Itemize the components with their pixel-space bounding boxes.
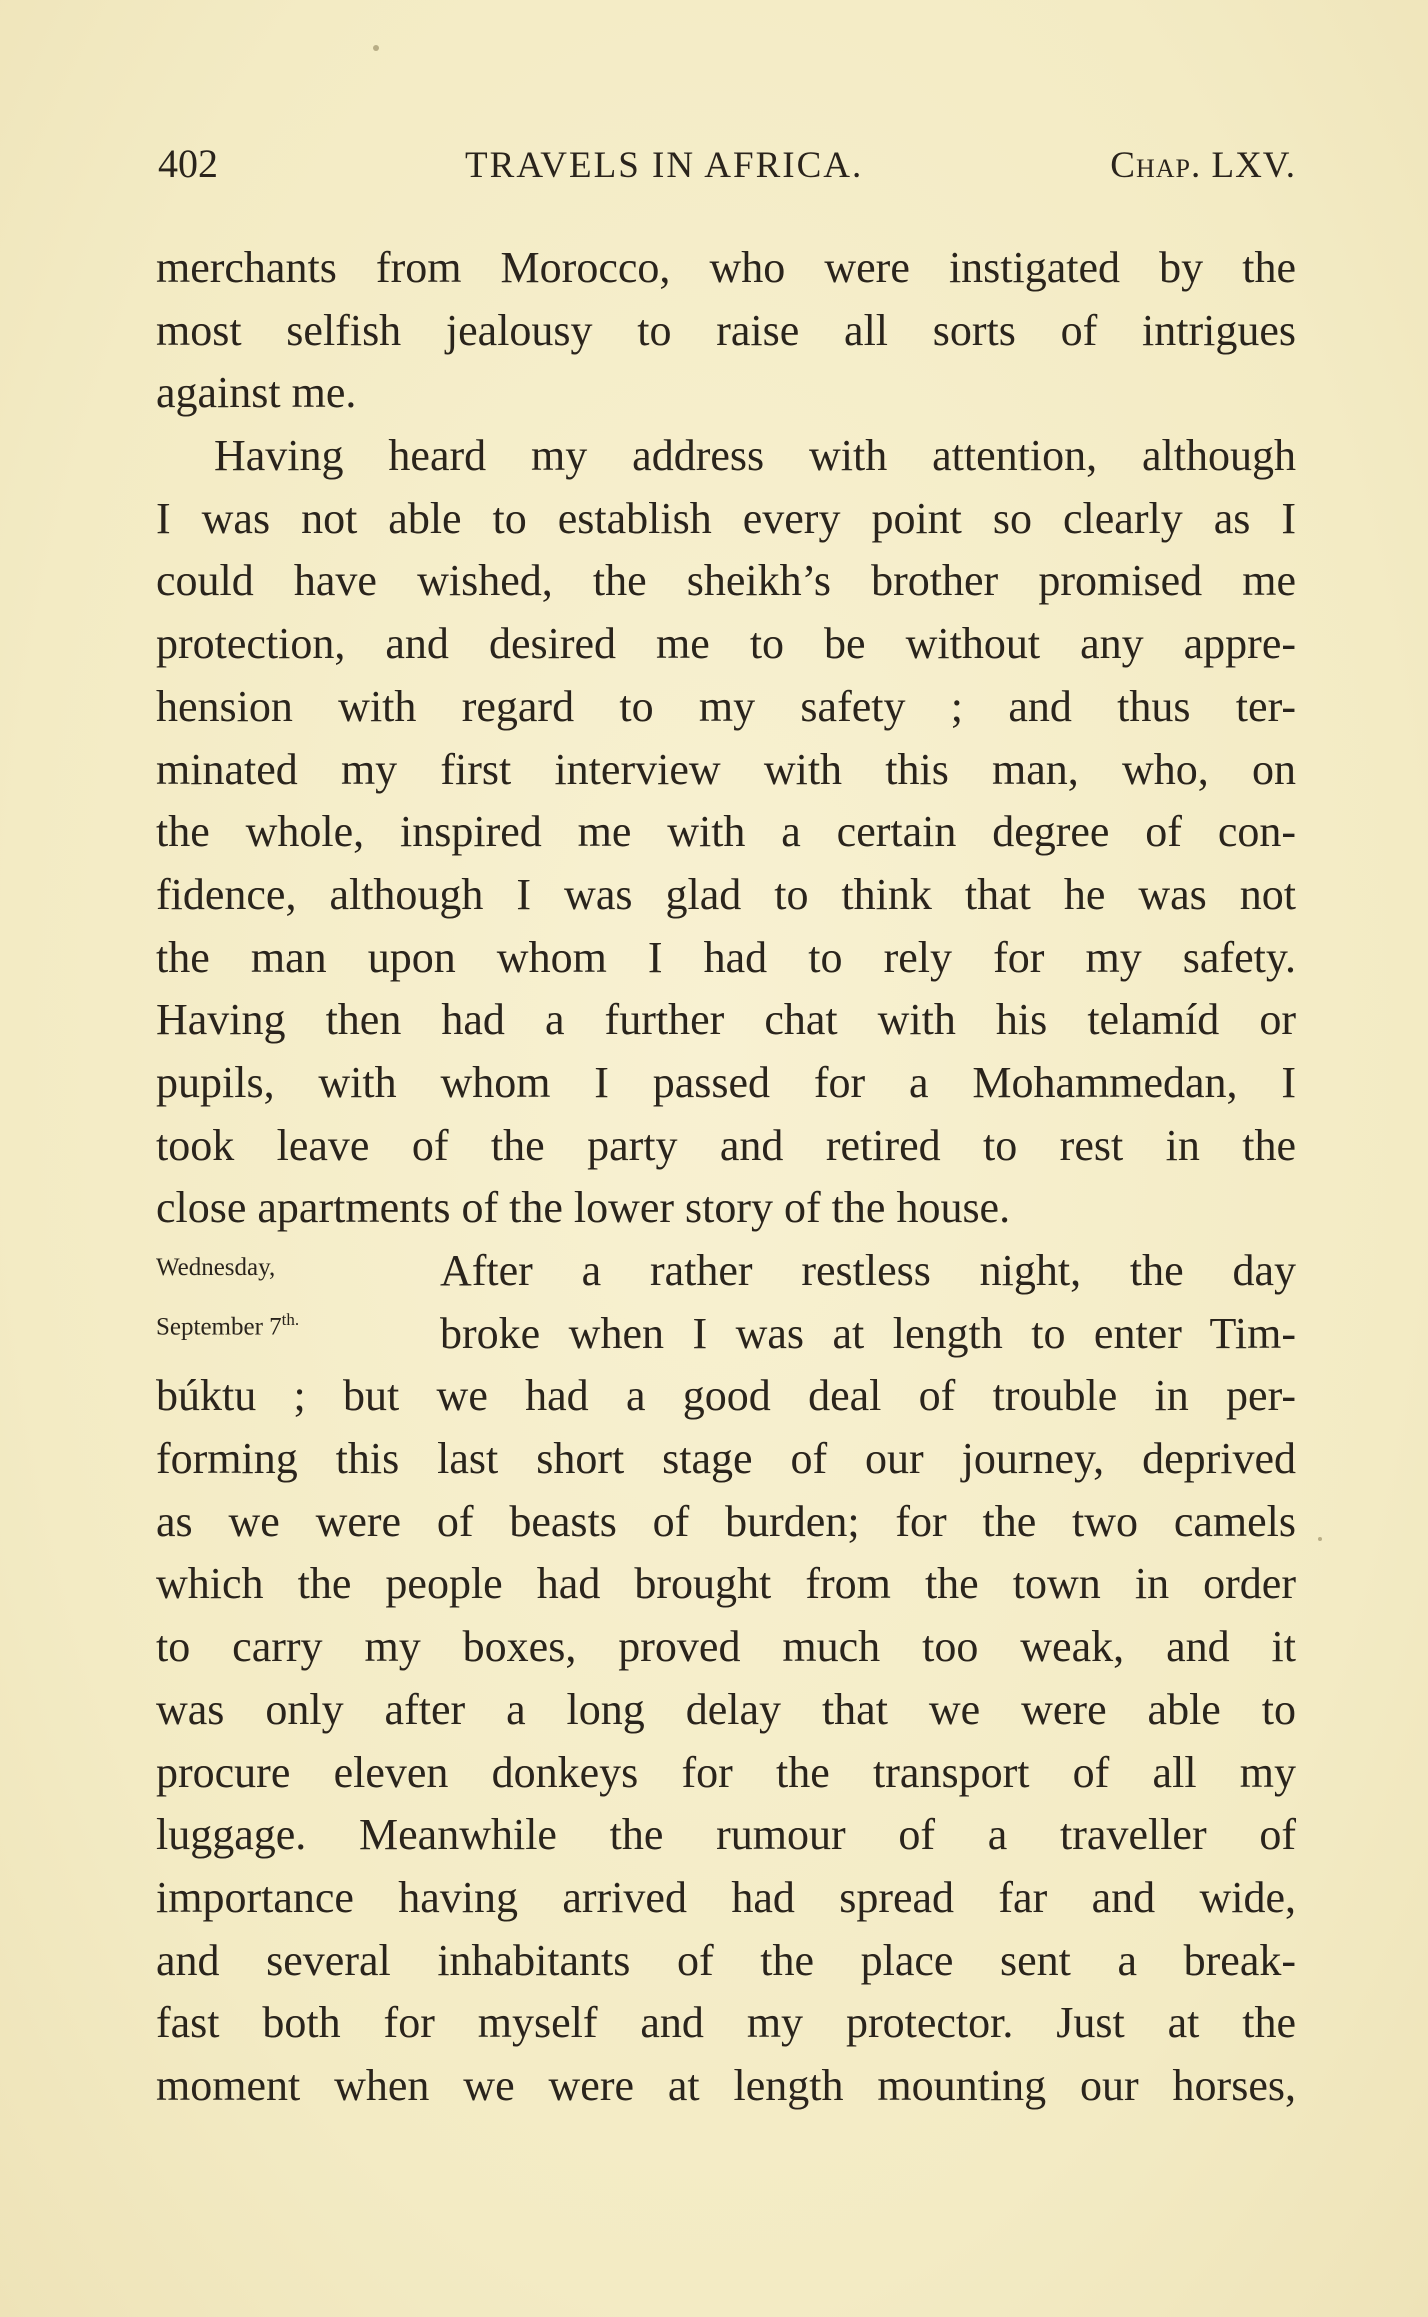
text-line: protection, and desired me to be without any appre- — [156, 619, 1296, 669]
running-title: TRAVELS IN AFRICA. — [465, 145, 864, 186]
page-number: 402 — [158, 141, 218, 186]
text-line: pupils, with whom I passed for a Mohammedan, I — [156, 1057, 1296, 1107]
text-line: took leave of the party and retired to rest in the — [156, 1120, 1296, 1170]
text-line: close apartments of the lower story of the house. — [156, 1183, 1011, 1233]
text-line: minated my first interview with this man, who, on — [156, 744, 1296, 794]
paper-speck — [1318, 1537, 1322, 1541]
text-line: forming this last short stage of our journey, deprived — [156, 1434, 1296, 1484]
text-line: moment when we were at length mounting our horses, — [156, 2060, 1296, 2110]
text-line: most selfish jealousy to raise all sorts of intrigues — [156, 305, 1296, 355]
sidenote-day: Wednesday, — [156, 1254, 276, 1281]
text-line: fast both for myself and my protector. Just at the — [156, 1998, 1296, 2048]
body-text — [156, 237, 1296, 2118]
text-line: against me. — [156, 368, 357, 418]
text-line: which the people had brought from the town in order — [156, 1559, 1296, 1609]
running-header — [158, 140, 1296, 200]
paper-speck — [373, 45, 379, 51]
text-line: the whole, inspired me with a certain degree of con- — [156, 807, 1296, 857]
sidenote-date-suffix: th. — [281, 1310, 300, 1329]
sidenote-date: September 7 — [156, 1313, 282, 1341]
text-line: broke when I was at length to enter Tim- — [440, 1308, 1296, 1358]
text-line: the man upon whom I had to rely for my safety. — [156, 932, 1296, 982]
text-line: After a rather restless night, the day — [440, 1246, 1296, 1295]
text-line: Having then had a further chat with his telamíd or — [156, 995, 1296, 1045]
text-line: fidence, although I was glad to think that he was not — [156, 869, 1296, 919]
text-line: was only after a long delay that we were able to — [156, 1684, 1296, 1734]
chapter-label: Chap. LXV. — [1110, 145, 1296, 186]
text-line: hension with regard to my safety ; and thus ter- — [156, 681, 1296, 731]
text-line: procure eleven donkeys for the transport of all my — [156, 1747, 1296, 1797]
text-line: búktu ; but we had a good deal of trouble in per- — [156, 1371, 1296, 1421]
text-line: could have wished, the sheikh’s brother promised me — [156, 556, 1296, 606]
text-line: merchants from Morocco, who were instigated by the — [156, 243, 1296, 292]
text-line: I was not able to establish every point so clearly as I — [156, 493, 1296, 543]
text-line: Having heard my address with attention, although — [214, 431, 1296, 481]
text-line: to carry my boxes, proved much too weak, and it — [156, 1622, 1296, 1672]
text-line: importance having arrived had spread far and wide, — [156, 1872, 1296, 1922]
text-line: as we were of beasts of burden; for the two camels — [156, 1496, 1296, 1546]
text-line: and several inhabitants of the place sent a break- — [156, 1935, 1296, 1985]
text-line: luggage. Meanwhile the rumour of a traveller of — [156, 1810, 1296, 1860]
